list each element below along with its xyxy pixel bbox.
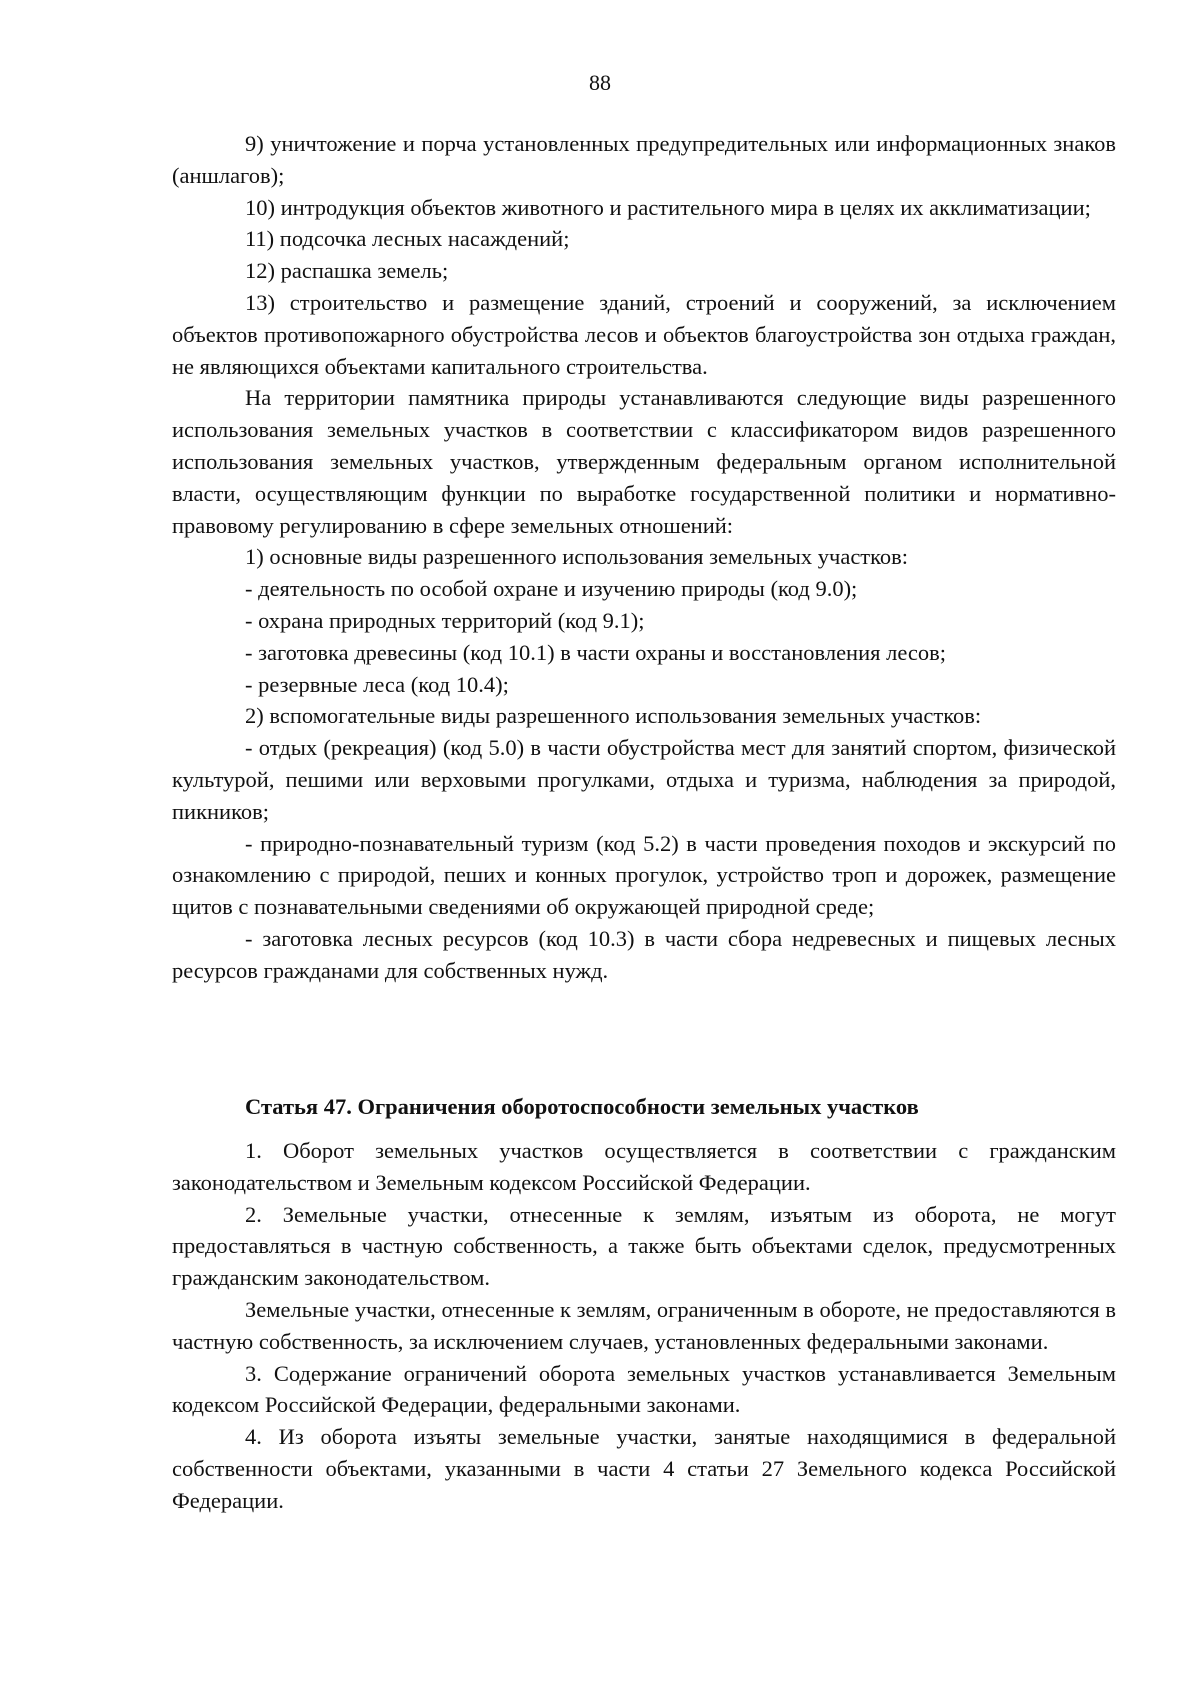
main-use-item: - охрана природных территорий (код 9.1); [245,607,645,633]
auxiliary-uses-heading: 2) вспомогательные виды разрешенного использования земельных участков: [245,703,982,729]
main-use-item: - деятельность по особой охране и изучению природы (код 9.0); [245,576,858,602]
auxiliary-use-item: - отдых (рекреация) (код 5.0) в части обустройства мест для занятий спортом, физической культурой, пешими или верховыми прогулками, отдыха и туризма, наблюдения за природой, пикников; [172,735,1116,824]
list-item-11: 11) подсочка лесных насаждений; [245,226,570,252]
list-item-12: 12) распашка земель; [245,258,449,284]
article-47-paragraph: Земельные участки, отнесенные к землям, ограниченным в обороте, не предоставляются в частную собственность, за исключением случаев, установленных федеральными законами. [172,1296,1116,1354]
article-47-body [172,1135,1116,1517]
main-use-item: - заготовка древесины (код 10.1) в части охраны и восстановления лесов; [245,639,946,665]
article-47-paragraph: 1. Оборот земельных участков осуществляется в соответствии с гражданским законодательством и Земельным кодексом Российской Федерации. [172,1138,1116,1195]
auxiliary-use-item: - заготовка лесных ресурсов (код 10.3) в части сбора недревесных и пищевых лесных ресурсов гражданами для собственных нужд. [172,925,1116,983]
auxiliary-use-item: - природно-познавательный туризм (код 5.2) в части проведения походов и экскурсий по ознакомлению с природой, пеших и конных прогулок, устройство троп и дорожек, размещение щитов с познавательными сведениями об окружающей природной среде; [172,830,1116,920]
main-uses-heading: 1) основные виды разрешенного использования земельных участков: [245,544,909,570]
list-item-9: 9) уничтожение и порча установленных предупредительных или информационных знаков (аншлагов); [172,131,1116,188]
main-use-item: - резервные леса (код 10.4); [245,671,509,697]
article-47-paragraph: 3. Содержание ограничений оборота земельных участков устанавливается Земельным кодексом Российской Федерации, федеральными законами. [172,1360,1116,1418]
list-item-10: 10) интродукция объектов животного и растительного мира в целях их акклиматизации; [245,194,1091,220]
list-item-13: 13) строительство и размещение зданий, строений и сооружений, за исключением объектов противопожарного обустройства лесов и объектов благоустройства зон отдыха граждан, не являющихся объектами капитального строительства. [172,289,1116,379]
page-number: 88 [589,70,611,95]
article-47-paragraph: 4. Из оборота изъяты земельные участки, занятые находящимися в федеральной собственности объектами, указанными в части 4 статьи 27 Земельного кодекса Российской Федерации. [172,1424,1116,1513]
article-47-heading: Статья 47. Ограничения оборотоспособности земельных участков [245,1094,919,1119]
permitted-use-intro: На территории памятника природы устанавливаются следующие виды разрешенного использования земельных участков в соответствии с классификатором видов разрешенного использования земельных участков, утвержденным федеральным органом исполнительной власти, осуществляющим функции по выработке государственной политики и нормативно-правовому регулированию в сфере земельных отношений: [172,385,1116,538]
article-47-paragraph: 2. Земельные участки, отнесенные к землям, изъятым из оборота, не могут предоставляться в частную собственность, а также быть объектами сделок, предусмотренных гражданским законодательством. [172,1201,1116,1291]
article-46-continuation [172,128,1116,987]
